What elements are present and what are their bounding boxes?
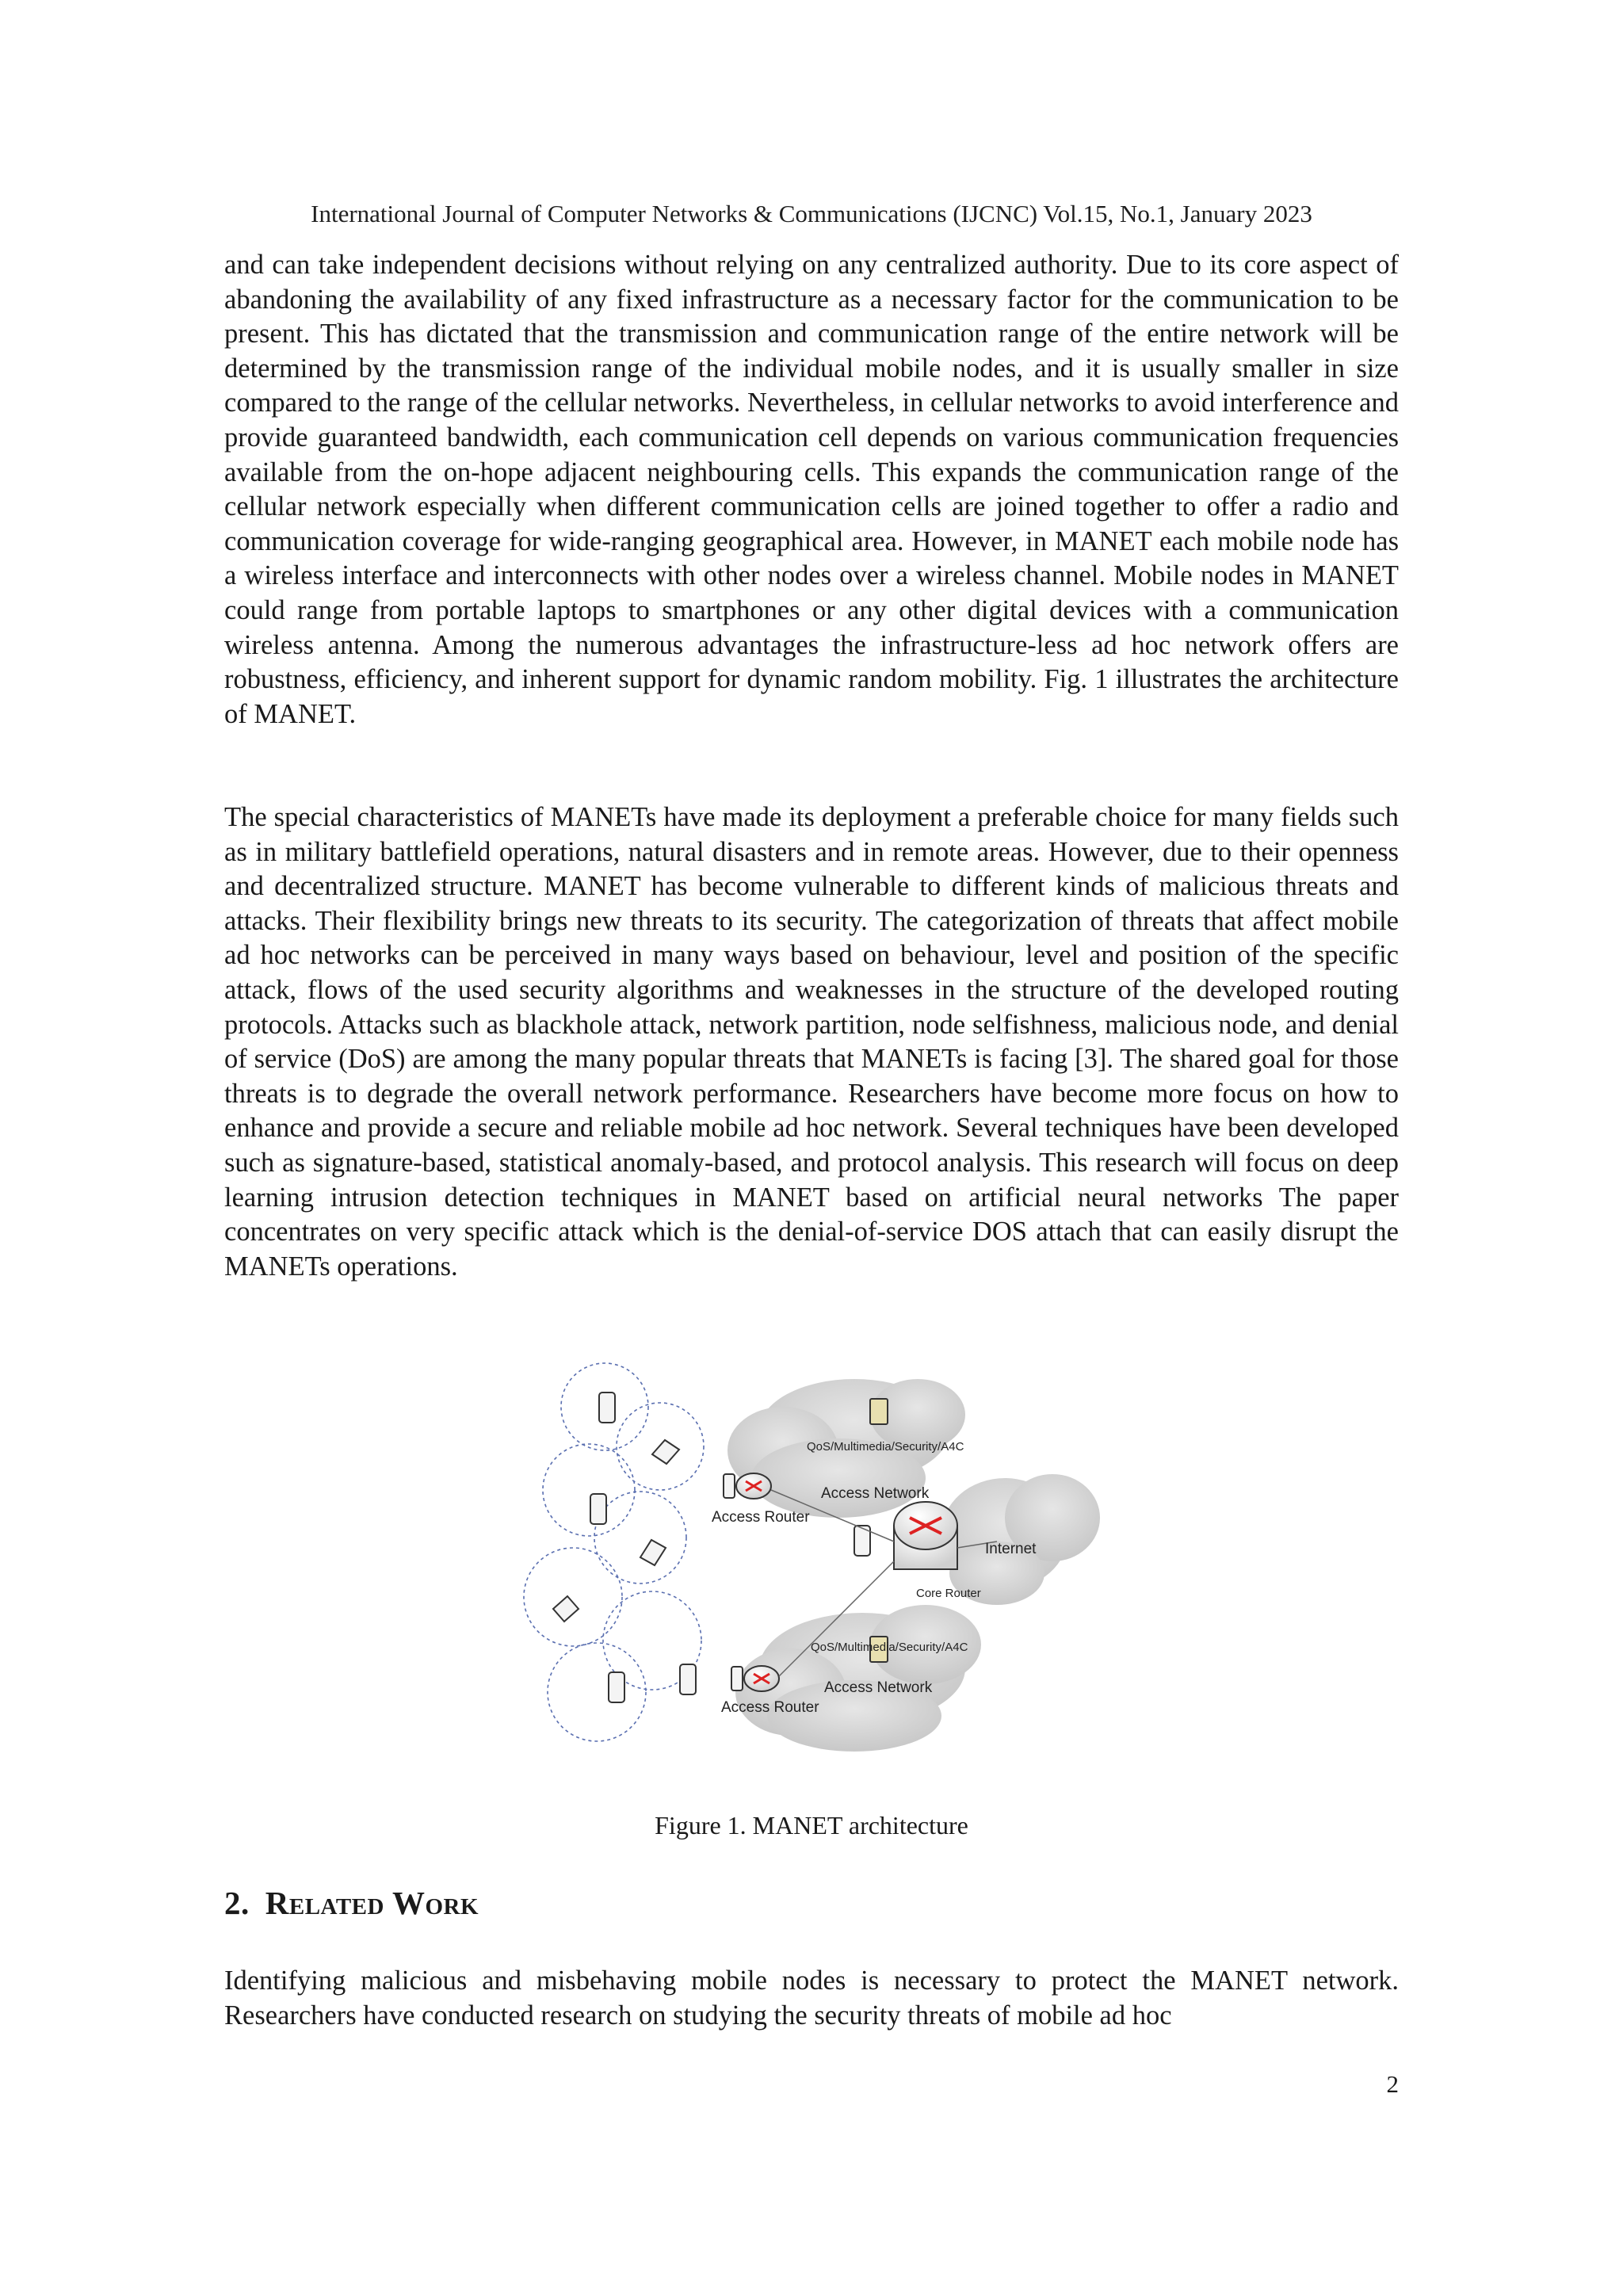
label-access-network-bottom: Access Network bbox=[824, 1679, 933, 1696]
label-access-router-top: Access Router bbox=[712, 1509, 810, 1526]
label-internet: Internet bbox=[985, 1541, 1037, 1557]
paragraph-3: Identifying malicious and misbehaving mobile nodes is necessary to protect the MANET network. Researchers have conducted research on studying the security threats of mobile ad hoc bbox=[224, 1966, 1399, 2030]
cloud-internet bbox=[941, 1474, 1100, 1605]
manet-architecture-figure bbox=[521, 1359, 1108, 1771]
paragraph-1: and can take independent decisions without relying on any centralized authority. Due to its core aspect of abandoning the availability of any fixed infrastructure as a necessary factor for the communication to be present. This has dictated that the transmission and communication range of the entire network will be determined by the transmission range of the individual mobile nodes, and it is usually smaller in size compared to the range of the cellular networks. Nevertheless, in cellular networks to avoid interference and provide guaranteed bandwidth, each communication cell depends on various communication frequencies available from the on-hope adjacent neighbouring cells. This expands the communication range of the cellular network especially when different communication cells are joined together to offer a radio and communication coverage for wide-ranging geographical area. However, in MANET each mobile node has a wireless interface and interconnects with other nodes over a wireless channel. Mobile nodes in MANET could range from portable laptops to smartphones or any other digital devices with a communication wireless antenna. Among the numerous advantages the infrastructure-less ad hoc network offers are robustness, efficiency, and inherent support for dynamic random mobility. Fig. 1 illustrates the architecture of MANET. bbox=[224, 250, 1399, 729]
section-heading bbox=[224, 1883, 479, 1923]
paragraph-2: The special characteristics of MANETs have made its deployment a preferable choice for many fields such as in military battlefield operations, natural disasters and in remote areas. However, due to their openness and decentralized structure. MANET has become vulnerable to different kinds of malicious threats and attacks. Their flexibility brings new threats to its security. The categorization of threats that affect mobile ad hoc networks can be perceived in many ways based on behaviour, level and position of the specific attack, flows of the used security algorithms and weaknesses in the structure of the developed routing protocols. Attacks such as blackhole attack, network partition, node selfishness, malicious node, and denial of service (DoS) are among the many popular threats that MANETs is facing [3]. The shared goal for those threats is to degrade the overall network performance. Researchers have become more focus on how to enhance and provide a secure and reliable mobile ad hoc network. Several techniques have been developed such as signature-based, statistical anomaly-based, and protocol analysis. This research will focus on deep learning intrusion detection techniques in MANET based on artificial neural networks The paper concentrates on very specific attack which is the denial-of-service DOS attach that can easily disrupt the MANETs operations. bbox=[224, 802, 1399, 1282]
label-access-network-top: Access Network bbox=[821, 1485, 930, 1502]
figure-caption: Figure 1. MANET architecture bbox=[655, 1811, 968, 1839]
section-number: 2. bbox=[224, 1885, 250, 1921]
label-qos-bottom: QoS/Multimedia/Security/A4C bbox=[811, 1641, 968, 1654]
label-core-router: Core Router bbox=[916, 1587, 981, 1600]
manet-diagram bbox=[521, 1359, 1108, 1771]
core-router-icon bbox=[894, 1502, 957, 1569]
label-access-router-bottom: Access Router bbox=[721, 1699, 819, 1716]
access-router-bottom-icon bbox=[731, 1666, 779, 1691]
laptop-icons bbox=[553, 1440, 679, 1622]
access-router-top-icon bbox=[724, 1473, 771, 1499]
label-qos-top: QoS/Multimedia/Security/A4C bbox=[807, 1440, 964, 1454]
running-header: International Journal of Computer Networks & Communications (IJCNC) Vol.15, No.1, January 2023 bbox=[311, 200, 1312, 227]
section-title: Related Work bbox=[265, 1885, 479, 1921]
page-number: 2 bbox=[1386, 2070, 1399, 2098]
